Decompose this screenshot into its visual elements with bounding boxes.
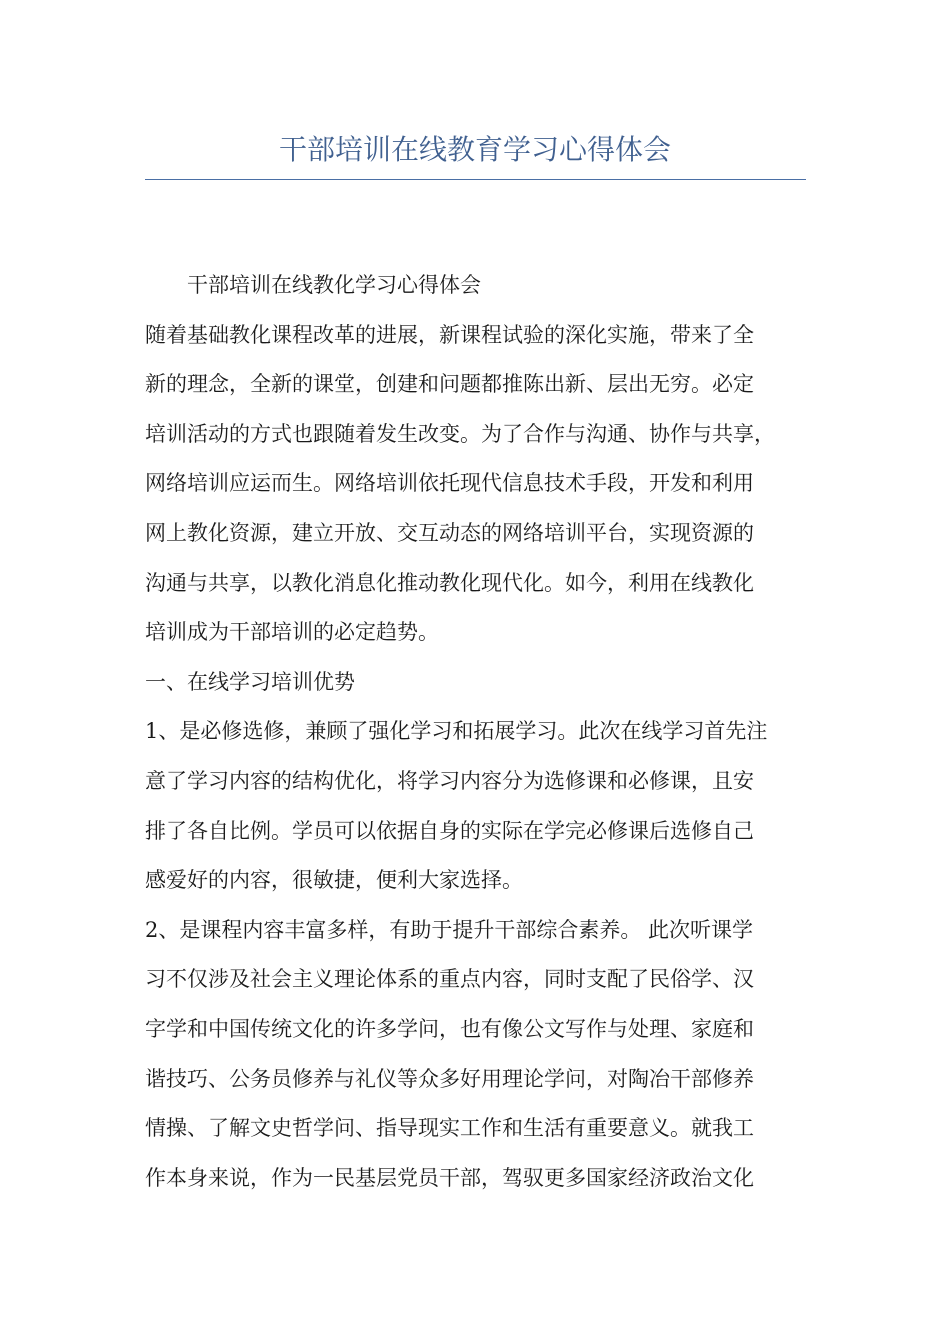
body-line: 排了各自比例。学员可以依据自身的实际在学完必修课后选修自己 (145, 818, 754, 843)
body-line: 2、是课程内容丰富多样，有助于提升干部综合素养。 此次听课学 (145, 917, 754, 942)
body-line: 字学和中国传统文化的许多学问，也有像公文写作与处理、家庭和 (145, 1016, 754, 1041)
document-body (145, 261, 810, 1203)
body-line: 培训活动的方式也跟随着发生改变。为了合作与沟通、协作与共享， (145, 421, 775, 446)
body-line: 作本身来说，作为一民基层党员干部，驾驭更多国家经济政治文化 (145, 1165, 754, 1190)
body-line: 网络培训应运而生。网络培训依托现代信息技术手段，开发和利用 (145, 471, 754, 496)
document-title: 干部培训在线教育学习心得体会 (278, 133, 671, 166)
title-divider (145, 179, 806, 180)
body-line: 习不仅涉及社会主义理论体系的重点内容，同时支配了民俗学、汉 (145, 967, 754, 992)
body-line: 感爱好的内容，很敏捷，便利大家选择。 (145, 868, 523, 893)
section-heading: 一、在线学习培训优势 (145, 669, 355, 694)
body-line: 沟通与共享，以教化消息化推动教化现代化。如今，利用在线教化 (145, 570, 754, 595)
body-line: 情操、了解文史哲学问、指导现实工作和生活有重要意义。就我工 (145, 1116, 754, 1141)
body-subtitle: 干部培训在线教化学习心得体会 (187, 273, 481, 297)
body-line: 1、是必修选修，兼顾了强化学习和拓展学习。此次在线学习首先注 (145, 719, 768, 744)
body-line: 随着基础教化课程改革的进展，新课程试验的深化实施，带来了全 (145, 322, 754, 347)
body-line: 培训成为干部培训的必定趋势。 (145, 620, 439, 645)
body-line: 网上教化资源，建立开放、交互动态的网络培训平台，实现资源的 (145, 520, 754, 545)
body-line: 谐技巧、公务员修养与礼仪等众多好用理论学问，对陶冶干部修养 (145, 1066, 754, 1091)
body-line: 新的理念，全新的课堂，创建和问题都推陈出新、层出无穷。必定 (145, 372, 754, 397)
body-line: 意了学习内容的结构优化，将学习内容分为选修课和必修课，且安 (145, 768, 754, 793)
